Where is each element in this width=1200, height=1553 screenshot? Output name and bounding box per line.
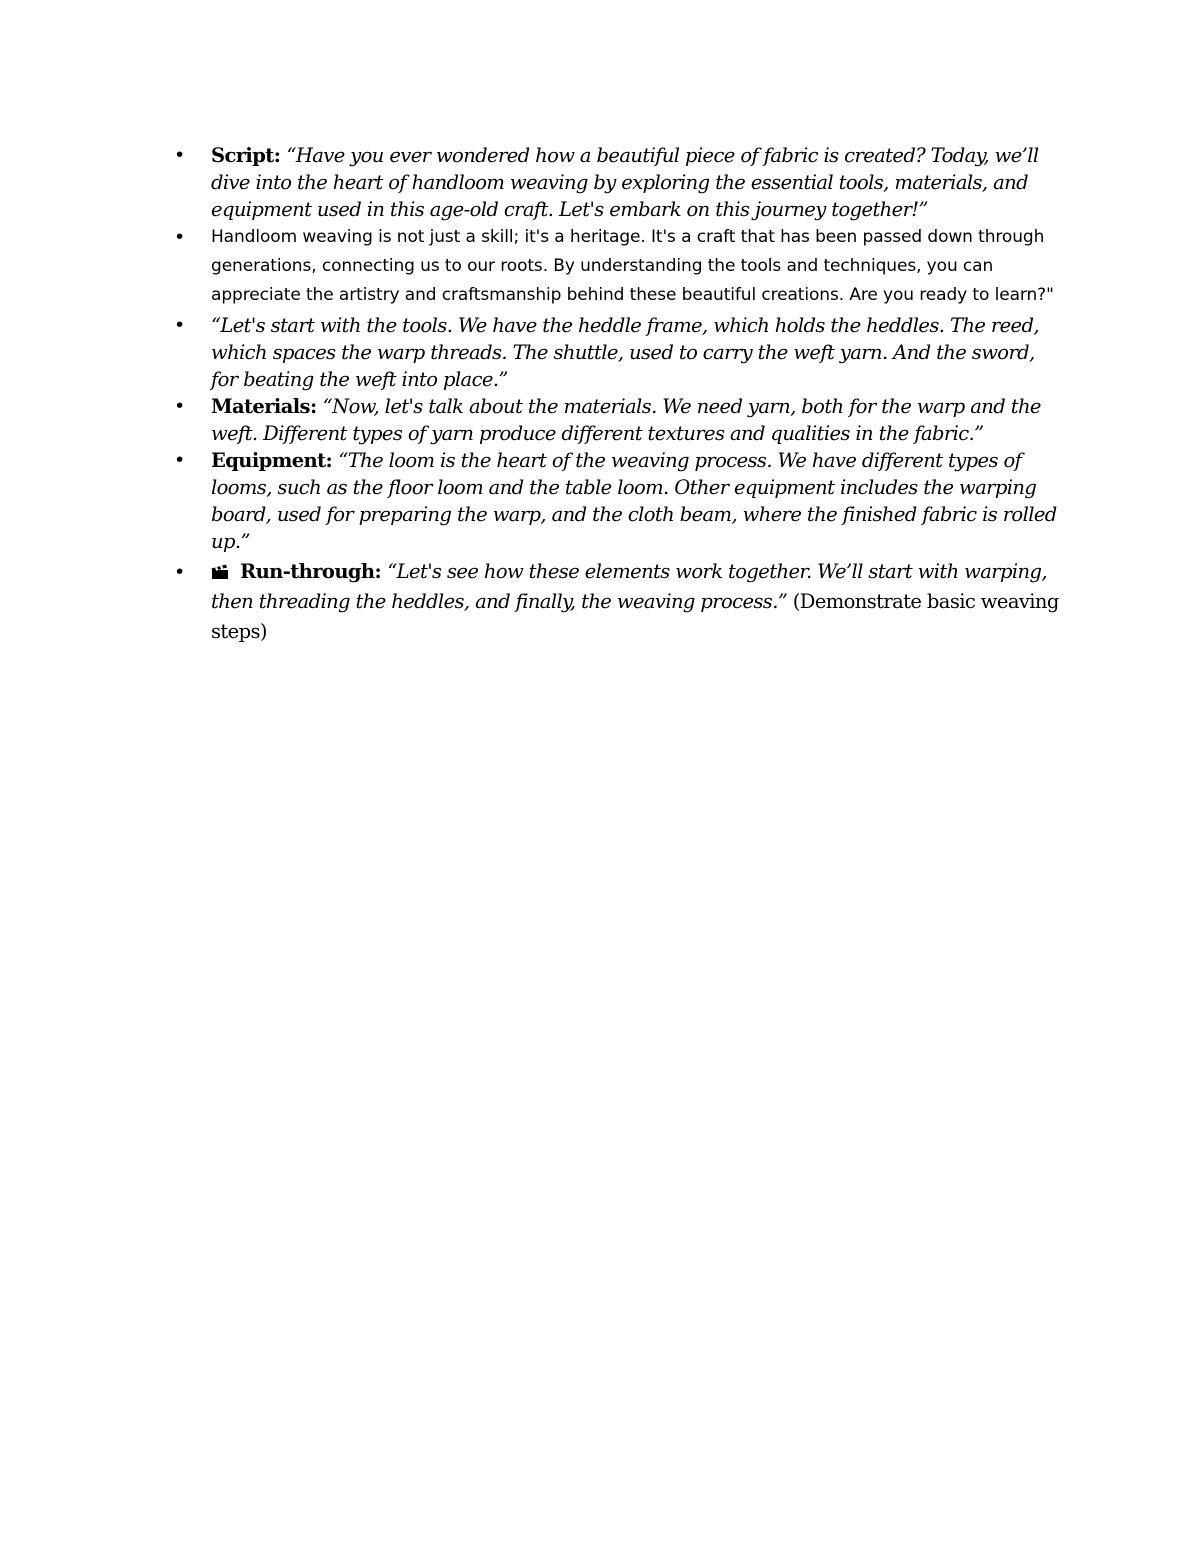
bullet-marker: • — [174, 561, 185, 583]
label-separator: : — [374, 560, 388, 583]
bullet-marker: • — [174, 144, 185, 166]
bullet-marker: • — [174, 395, 185, 417]
item-label: Script — [211, 144, 274, 167]
item-trailing-note: (Demonstrate basic weaving steps) — [211, 590, 1059, 643]
list-item-heritage — [170, 223, 1060, 310]
item-quote: “Let's see how these elements work together. We’ll start with warping, then threading the heddles, and finally, the weaving process.” — [211, 560, 1047, 613]
item-quote: “The loom is the heart of the weaving process. We have different types of looms, such as the floor loom and the table loom. Other equipment includes the warping board, used for preparing the warp, and the cloth beam, where the finished fabric is rolled up.” — [211, 449, 1057, 553]
bullet-marker: • — [174, 449, 185, 471]
list-item-equipment — [170, 447, 1060, 555]
label-separator: : — [273, 144, 287, 167]
label-separator: : — [325, 449, 339, 472]
item-quote: “Now, let's talk about the materials. We need yarn, both for the warp and the weft. Different types of yarn produce different textures and qualities in the fabric.” — [211, 395, 1041, 445]
item-text: Handloom weaving is not just a skill; it's a heritage. It's a craft that has been passed down through generations, connecting us to our roots. By understanding the tools and techniques, you can appreciate the artistry and craftsmanship behind these beautiful creations. Are you ready to learn?" — [211, 227, 1054, 305]
clapperboard-icon — [211, 564, 229, 580]
item-quote: “Have you ever wondered how a beautiful piece of fabric is created? Today, we’ll dive into the heart of handloom weaving by exploring the essential tools, materials, and equipment used in this age-old craft. Let's embark on this journey together!” — [211, 144, 1039, 221]
list-item-materials — [170, 393, 1060, 447]
bullet-marker: • — [174, 314, 185, 336]
item-quote: “Let's start with the tools. We have the heddle frame, which holds the heddles. The reed, which spaces the warp threads. The shuttle, used to carry the weft yarn. And the sword, for beating the weft into place.” — [211, 314, 1039, 391]
item-label: Run-through — [240, 560, 375, 583]
item-label: Equipment — [211, 449, 326, 472]
bullet-list — [170, 142, 1060, 647]
item-label: Materials — [211, 395, 310, 418]
list-item-run-through — [170, 557, 1060, 647]
list-item-script — [170, 142, 1060, 223]
label-separator: : — [309, 395, 323, 418]
bullet-marker: • — [174, 226, 186, 248]
list-item-tools — [170, 312, 1060, 393]
